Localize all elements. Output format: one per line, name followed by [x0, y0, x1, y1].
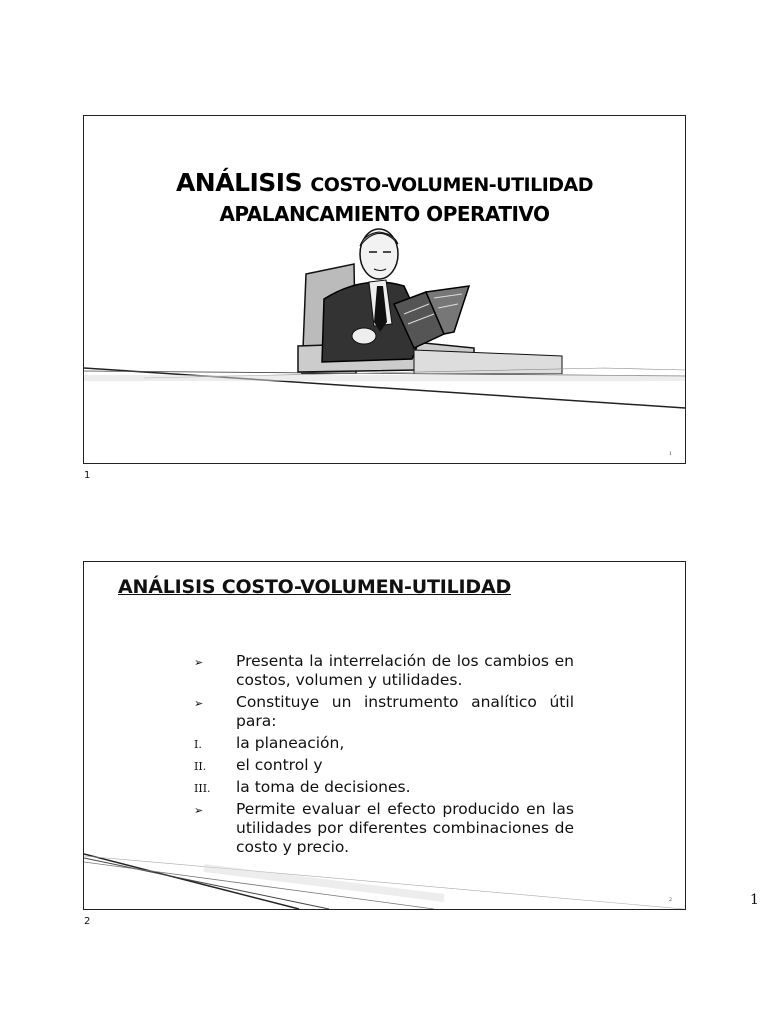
arrow-bullet-icon: ➢ [194, 697, 204, 710]
slide-2-decorative-lines [84, 562, 685, 909]
arrow-bullet-icon: ➢ [194, 804, 204, 817]
slide-2-title: ANÁLISIS COSTO-VOLUMEN-UTILIDAD [118, 576, 512, 598]
list-item-text: la toma de decisiones. [236, 778, 411, 796]
arrow-bullet-icon: ➢ [194, 656, 204, 669]
list-item-text: la planeación, [236, 734, 345, 752]
slide-number: 1 [668, 451, 672, 457]
slide-2-caption: 2 [84, 916, 91, 927]
slide-1-caption: 1 [84, 470, 91, 481]
page-number: 1 [750, 892, 759, 908]
roman-numeral-marker: I. [194, 738, 202, 751]
list-item-text: Constituye un instrumento analítico útil para: [236, 693, 574, 730]
slide-1-title-line-2: APALANCAMIENTO OPERATIVO [219, 202, 550, 226]
roman-numeral-marker: II. [194, 760, 207, 773]
list-item-text: Permite evaluar el efecto producido en las utilidades por diferentes combinaciones de costo y precio. [236, 800, 574, 856]
title-word-costo-volumen-utilidad: COSTO-VOLUMEN-UTILIDAD [310, 174, 594, 196]
slide-number: 2 [668, 897, 672, 903]
slide-1-decorative-lines [84, 116, 685, 463]
roman-numeral-marker: III. [194, 782, 211, 795]
slide-2 [83, 561, 686, 910]
list-item-text: Presenta la interrelación de los cambios en costos, volumen y utilidades. [236, 652, 574, 689]
title-word-analisis: ANÁLISIS [175, 168, 303, 197]
list-item-text: el control y [236, 756, 323, 774]
slide-1 [83, 115, 686, 464]
